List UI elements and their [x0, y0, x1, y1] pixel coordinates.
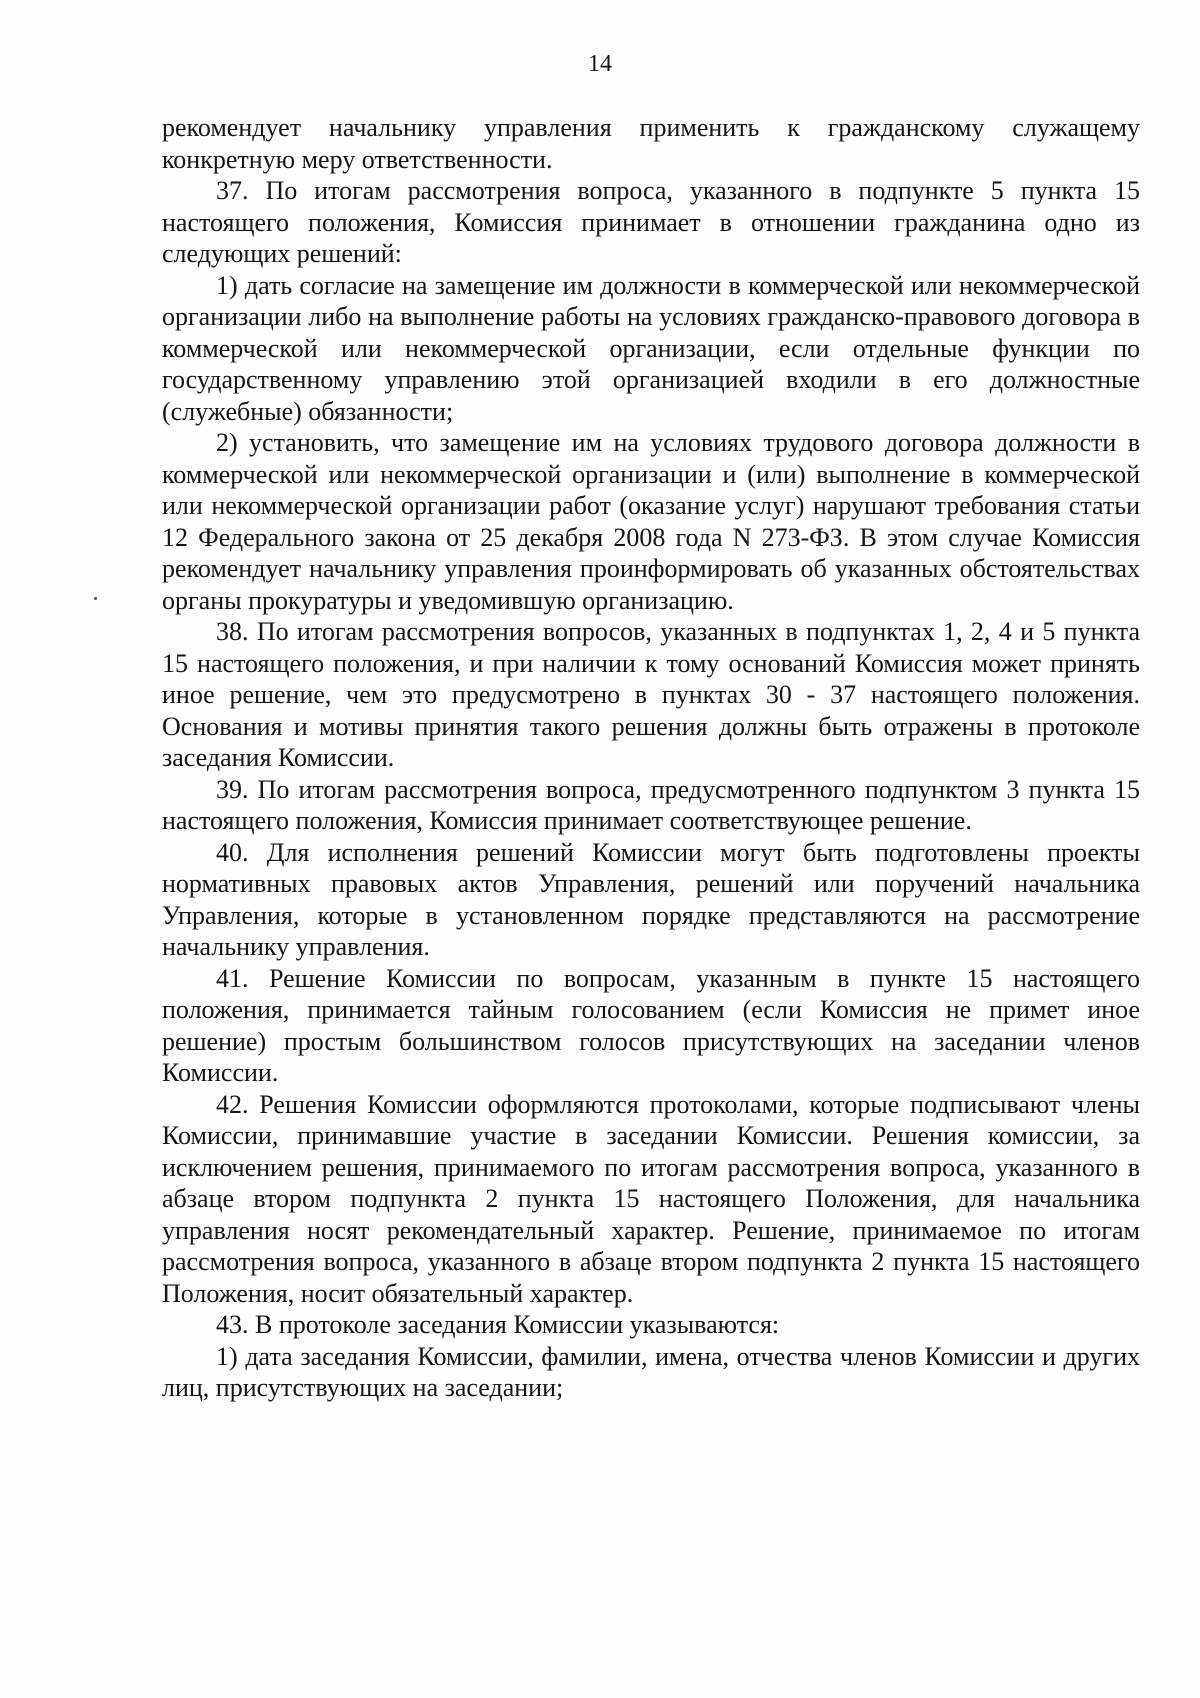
paragraph-continuation: рекомендует начальнику управления применить к гражданскому служащему конкретную меру ответственности. — [162, 113, 1140, 174]
paragraph-item-37: 37. По итогам рассмотрения вопроса, указанного в подпункте 5 пункта 15 настоящего положения, Комиссия принимает в отношении гражданина одно из следующих решений: — [162, 176, 1140, 268]
scan-artifact — [94, 597, 97, 600]
paragraph-item-40: 40. Для исполнения решений Комиссии могут быть подготовлены проекты нормативных правовых актов Управления, решений или поручений начальника Управления, которые в установленном порядке представляются на рассмотрение начальнику управления. — [162, 837, 1140, 961]
paragraph-item-41: 41. Решение Комиссии по вопросам, указанным в пункте 15 настоящего положения, принимается тайным голосованием (если Комиссия не примет иное решение) простым большинством голосов присутствующих на заседании членов Комиссии. — [162, 963, 1140, 1087]
paragraph-item-42: 42. Решения Комиссии оформляются протоколами, которые подписывают члены Комиссии, принимавшие участие в заседании Комиссии. Решения комиссии, за исключением решения, принимаемого по итогам рассмотрения вопроса, указанного в абзаце втором подпункта 2 пункта 15 настоящего Положения, для начальника управления носят рекомендательный характер. Решение, принимаемое по итогам рассмотрения вопроса, указанного в абзаце втором подпункта 2 пункта 15 настоящего Положения, носит обязательный характер. — [162, 1089, 1140, 1308]
page-number: 14 — [588, 51, 612, 77]
paragraph-item-39: 39. По итогам рассмотрения вопроса, предусмотренного подпунктом 3 пункта 15 настоящего положения, Комиссия принимает соответствующее решение. — [162, 774, 1140, 835]
paragraph-item-37-subitem-2: 2) установить, что замещение им на условиях трудового договора должности в коммерческой или некоммерческой организации и (или) выполнение в коммерческой или некоммерческой организации работ (оказание услуг) нарушают требования статьи 12 Федерального закона от 25 декабря 2008 года N 273-ФЗ. В этом случае Комиссия рекомендует начальнику управления проинформировать об указанных обстоятельствах органы прокуратуры и уведомившую организацию. — [162, 428, 1140, 615]
paragraph-item-43: 43. В протоколе заседания Комиссии указываются: — [216, 1310, 780, 1339]
paragraph-item-37-subitem-1: 1) дать согласие на замещение им должности в коммерческой или некоммерческой организации либо на выполнение работы на условиях гражданско-правового договора в коммерческой или некоммерческой организации, если отдельные функции по государственному управлению этой организацией входили в его должностные (служебные) обязанности; — [162, 270, 1140, 426]
document-body — [162, 112, 1140, 1404]
paragraph-item-38: 38. По итогам рассмотрения вопросов, указанных в подпунктах 1, 2, 4 и 5 пункта 15 настоящего положения, и при наличии к тому оснований Комиссия может принять иное решение, чем это предусмотрено в пунктах 30 - 37 настоящего положения. Основания и мотивы принятия такого решения должны быть отражены в протоколе заседания Комиссии. — [162, 617, 1140, 772]
paragraph-item-43-subitem-1: 1) дата заседания Комиссии, фамилии, имена, отчества членов Комиссии и других лиц, присутствующих на заседании; — [162, 1341, 1140, 1402]
